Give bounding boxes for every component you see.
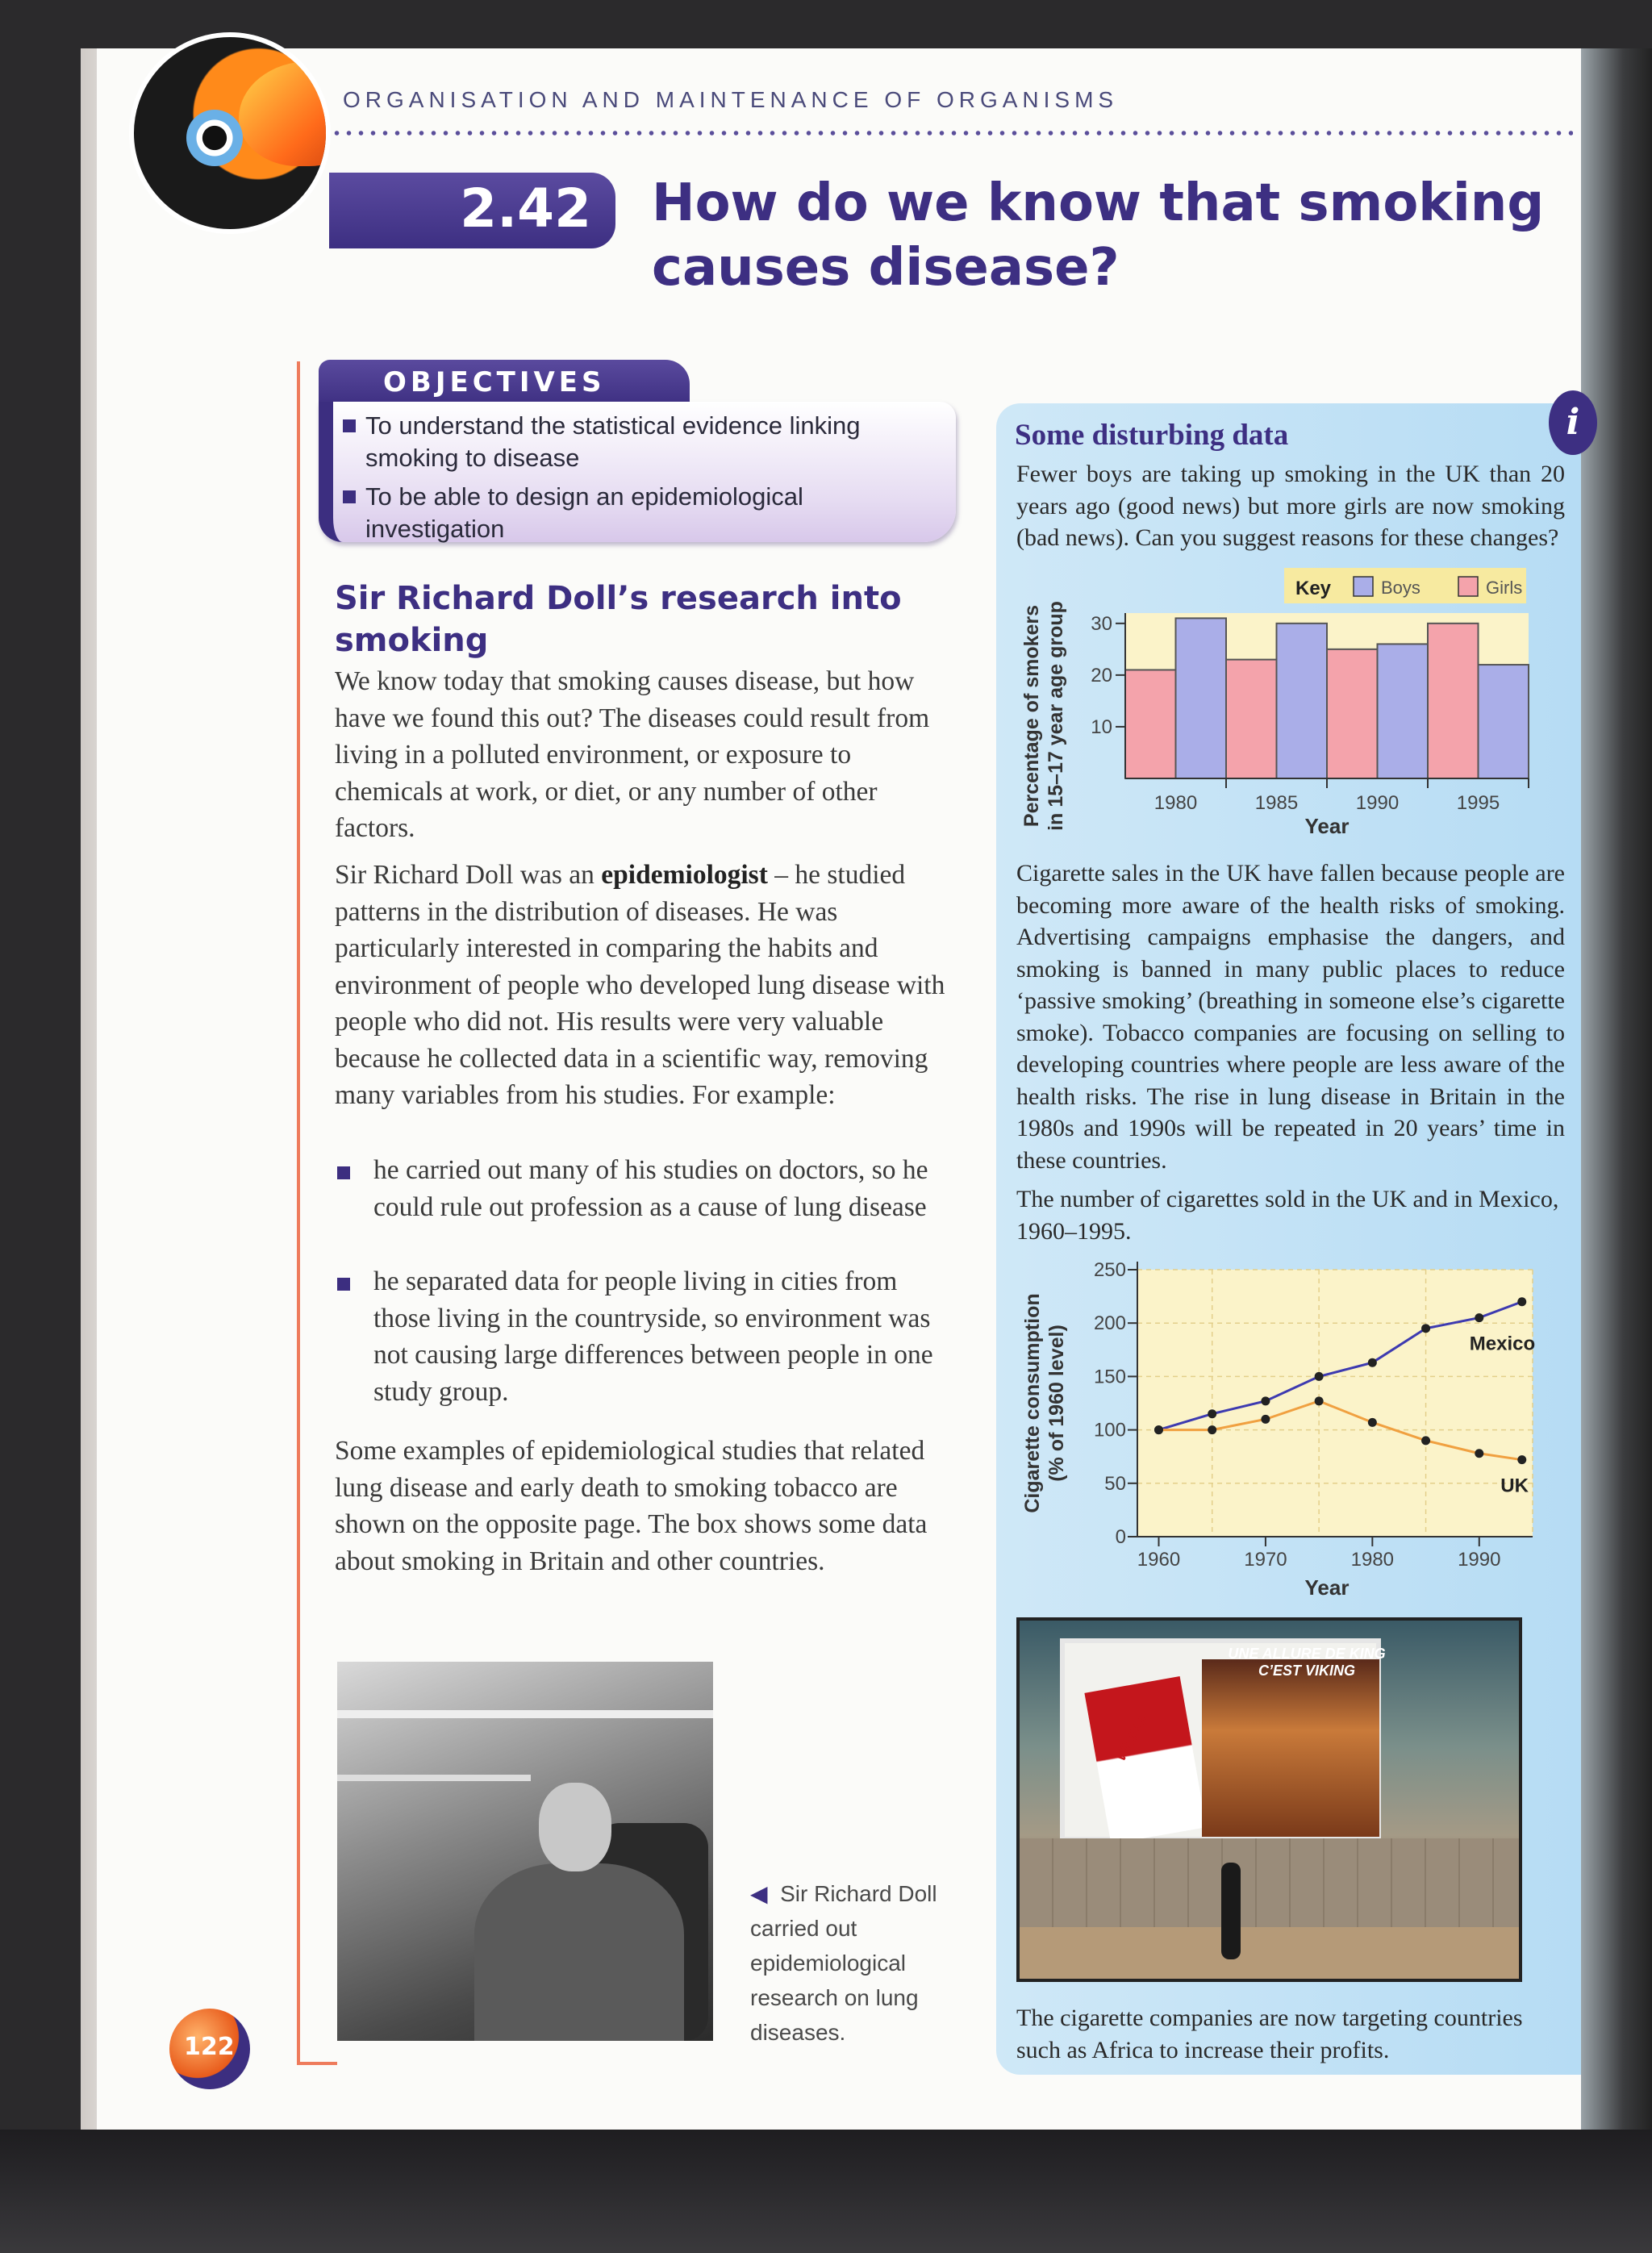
data-point — [1517, 1455, 1526, 1464]
series-label-uk: UK — [1500, 1475, 1529, 1497]
data-point — [1475, 1449, 1483, 1458]
legend-swatch — [1354, 577, 1373, 596]
list-item: he separated data for people living in cities from those living in the countryside, so environment was not causing large differences between people in one study group. — [373, 1266, 933, 1407]
bar — [1428, 624, 1479, 778]
paragraph-doll: Sir Richard Doll was an epidemiologist – he studied patterns in the distribution of diseases. He was particularly interested in comparing the habits and environment of people who developed lung disease with people who did not. His results were very valuable because he collected data in a scientific way, removing many variables from his studies. For example: — [335, 860, 945, 1110]
bar — [1176, 618, 1227, 778]
data-point — [1261, 1415, 1270, 1424]
background-band — [0, 2130, 1652, 2253]
y-tick-label: 200 — [1093, 1312, 1126, 1335]
data-point — [1154, 1425, 1163, 1434]
dotted-divider — [331, 131, 1573, 136]
objective-item: To understand the statistical evidence linking smoking to disease — [365, 411, 861, 472]
y-tick-label: 10 — [1091, 716, 1112, 738]
x-tick-label: 1980 — [1153, 792, 1198, 814]
bar — [1378, 644, 1429, 778]
y-axis-label: (% of 1960 level) — [1045, 1325, 1068, 1482]
x-axis-label: Year — [1304, 1575, 1350, 1600]
box-title: Some disturbing data — [1015, 419, 1289, 452]
data-point — [1315, 1396, 1324, 1405]
data-point — [1368, 1358, 1377, 1367]
y-tick-label: 50 — [1104, 1472, 1126, 1495]
data-point — [1421, 1436, 1430, 1445]
billboard-brand: VIKING — [1112, 1713, 1151, 1765]
x-tick-label: 1980 — [1350, 1549, 1395, 1571]
y-axis-label: Cigarette consumption — [1021, 1293, 1044, 1513]
data-point — [1208, 1409, 1216, 1418]
data-point — [1421, 1324, 1430, 1333]
plot-area — [1137, 1270, 1536, 1537]
photo-caption: ◀ Sir Richard Doll carried out epidemiological research on lung diseases. — [750, 1881, 937, 2045]
data-point — [1475, 1313, 1483, 1322]
caption-arrow-icon: ◀ — [750, 1881, 768, 1906]
x-tick-label: 1960 — [1137, 1549, 1181, 1571]
book-spine — [1581, 48, 1652, 2130]
y-axis-label: Percentage of smokers — [1020, 604, 1043, 828]
section-number: 2.42 — [460, 177, 591, 240]
objective-item: To be able to design an epidemiological investigation — [365, 482, 803, 543]
x-tick-label: 1995 — [1456, 792, 1500, 814]
y-tick-label: 100 — [1093, 1419, 1126, 1442]
data-point — [1315, 1372, 1324, 1381]
box-intro: Fewer boys are taking up smoking in the UK than 20 years ago (good news) but more girls are now smoking (bad news). Can you suggest reasons for these changes? — [1016, 461, 1565, 551]
bar — [1226, 660, 1277, 778]
objectives-box — [319, 402, 956, 542]
paragraph-intro: We know today that smoking causes disease, but how have we found this out? The diseases could result from living in a polluted environment, or exposure to chemicals at work, or diet, or any number of other factors. — [335, 666, 930, 843]
x-axis-label: Year — [1304, 814, 1350, 838]
x-tick-label: 1985 — [1254, 792, 1299, 814]
objectives-tab — [319, 360, 690, 408]
page-title: How do we know that smoking causes disease? — [652, 173, 1545, 298]
bar — [1277, 624, 1328, 778]
margin-rule-end — [297, 2062, 337, 2065]
data-point — [1261, 1396, 1270, 1405]
bullet-icon — [343, 490, 356, 503]
legend-title: Key — [1295, 578, 1332, 599]
x-tick-label: 1970 — [1244, 1549, 1287, 1571]
section-heading: Sir Richard Doll’s research into smoking — [335, 580, 902, 659]
line-chart-caption: The number of cigarettes sold in the UK and in Mexico, 1960–1995. — [1016, 1186, 1559, 1245]
y-tick-label: 0 — [1115, 1526, 1126, 1548]
line-chart — [1008, 1250, 1573, 1605]
y-tick-label: 20 — [1091, 664, 1112, 686]
x-tick-label: 1990 — [1458, 1549, 1501, 1571]
billboard-slogan: UNE ALLURE DE KING C’EST VIKING — [1228, 1646, 1386, 1679]
y-axis-label: in 15–17 year age group — [1045, 601, 1067, 831]
richard-doll-photo — [337, 1662, 713, 2041]
page-number-badge — [169, 2009, 250, 2089]
list-item: he carried out many of his studies on doctors, so he could rule out profession as a cause of lung disease — [373, 1155, 928, 1222]
series-label-mexico: Mexico — [1469, 1333, 1536, 1355]
legend-swatch — [1458, 577, 1478, 596]
section-number-badge — [329, 173, 615, 248]
margin-rule — [297, 361, 300, 2063]
y-tick-label: 250 — [1093, 1259, 1126, 1281]
objectives-label: OBJECTIVES — [383, 366, 606, 398]
data-point — [1368, 1418, 1377, 1427]
toucan-image — [129, 32, 331, 234]
bar — [1327, 649, 1378, 778]
legend-label: Girls — [1486, 578, 1523, 598]
data-point — [1208, 1425, 1216, 1434]
box-paragraph: Cigarette sales in the UK have fallen because people are becoming more aware of the health risks of smoking. Advertising campaigns emphasise the dangers, and smoking is banned in many public places to reduce ‘passive smoking’ (breathing in someone else’s cigarette smoke). Tobacco companies are focusing on selling to developing countries where people are less aware of the health risks. The rise in lung disease in Britain in the 1980s and 1990s will be repeated in 20 years’ time in these countries. — [1016, 860, 1565, 1174]
bullet-icon — [343, 419, 356, 432]
y-tick-label: 30 — [1091, 612, 1112, 635]
paragraph-summary: Some examples of epidemiological studies that related lung disease and early death to smoking tobacco are shown on the opposite page. The box shows some data about smoking in Britain and other countries. — [335, 1436, 928, 1576]
x-tick-label: 1990 — [1355, 792, 1400, 814]
keyword-epidemiologist: epidemiologist — [601, 860, 768, 890]
y-tick-label: 150 — [1093, 1366, 1126, 1388]
bar — [1125, 670, 1176, 778]
data-point — [1517, 1297, 1526, 1306]
bar-chart — [1008, 565, 1573, 847]
bullet-icon — [337, 1166, 350, 1179]
page-number: 122 — [184, 2033, 235, 2061]
legend-label: Boys — [1381, 578, 1420, 598]
section-label: ORGANISATION AND MAINTENANCE OF ORGANISMS — [343, 87, 1119, 112]
info-icon: i — [1549, 390, 1597, 455]
bullet-icon — [337, 1278, 350, 1291]
bar — [1479, 665, 1529, 778]
billboard-caption: The cigarette companies are now targeting countries such as Africa to increase their profits. — [1016, 2005, 1523, 2063]
